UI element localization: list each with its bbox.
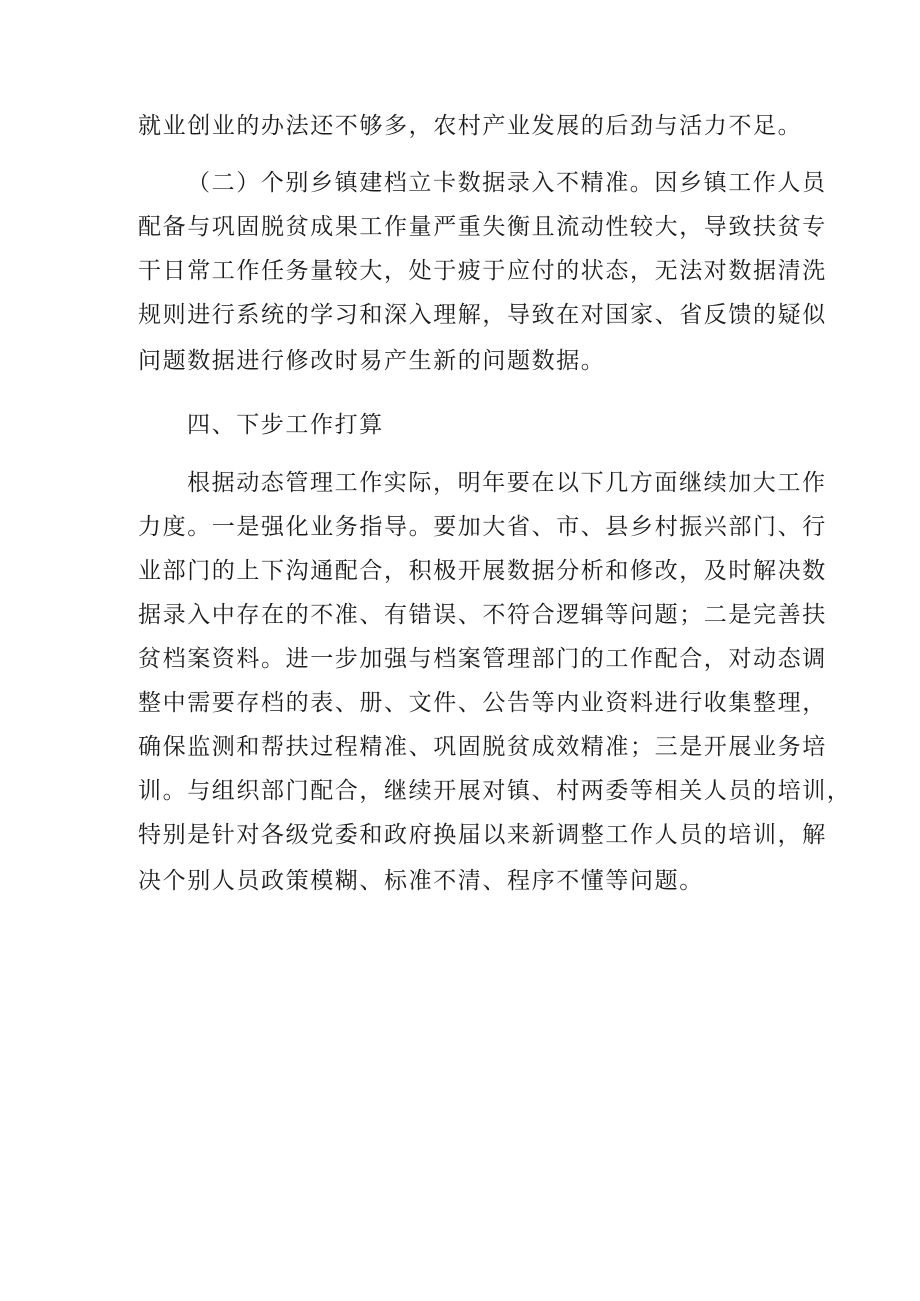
text-line: 据录入中存在的不准、有错误、不符合逻辑等问题；二是完善扶 bbox=[138, 602, 827, 628]
text-line: 问题数据进行修改时易产生新的问题数据。 bbox=[138, 348, 606, 374]
text-line: 根据动态管理工作实际，明年要在以下几方面继续加大工作 bbox=[187, 470, 827, 496]
text-line: 规则进行系统的学习和深入理解，导致在对国家、省反馈的疑似 bbox=[138, 302, 827, 328]
subheading-line: （二）个别乡镇建档立卡数据录入不精准。因乡镇工作人员 bbox=[187, 170, 827, 196]
text-line: 整中需要存档的表、册、文件、公告等内业资料进行收集整理， bbox=[138, 690, 827, 716]
text-line: 贫档案资料。进一步加强与档案管理部门的工作配合，对动态调 bbox=[138, 646, 827, 672]
text-line: 确保监测和帮扶过程精准、巩固脱贫成效精准；三是开展业务培 bbox=[138, 734, 827, 760]
text-line: 决个别人员政策模糊、标准不清、程序不懂等问题。 bbox=[138, 868, 704, 894]
section-heading: 四、下步工作打算 bbox=[187, 412, 384, 438]
text-line: 力度。一是强化业务指导。要加大省、市、县乡村振兴部门、行 bbox=[138, 514, 827, 540]
text-line: 特别是针对各级党委和政府换届以来新调整工作人员的培训，解 bbox=[138, 822, 827, 848]
text-line: 配备与巩固脱贫成果工作量严重失衡且流动性较大，导致扶贫专 bbox=[138, 214, 827, 240]
text-line: 业部门的上下沟通配合，积极开展数据分析和修改，及时解决数 bbox=[138, 558, 827, 584]
text-line: 就业创业的办法还不够多，农村产业发展的后劲与活力不足。 bbox=[138, 113, 803, 139]
text-line: 训。与组织部门配合，继续开展对镇、村两委等相关人员的培训， bbox=[138, 778, 852, 804]
text-line: 干日常工作任务量较大，处于疲于应付的状态，无法对数据清洗 bbox=[138, 258, 827, 284]
